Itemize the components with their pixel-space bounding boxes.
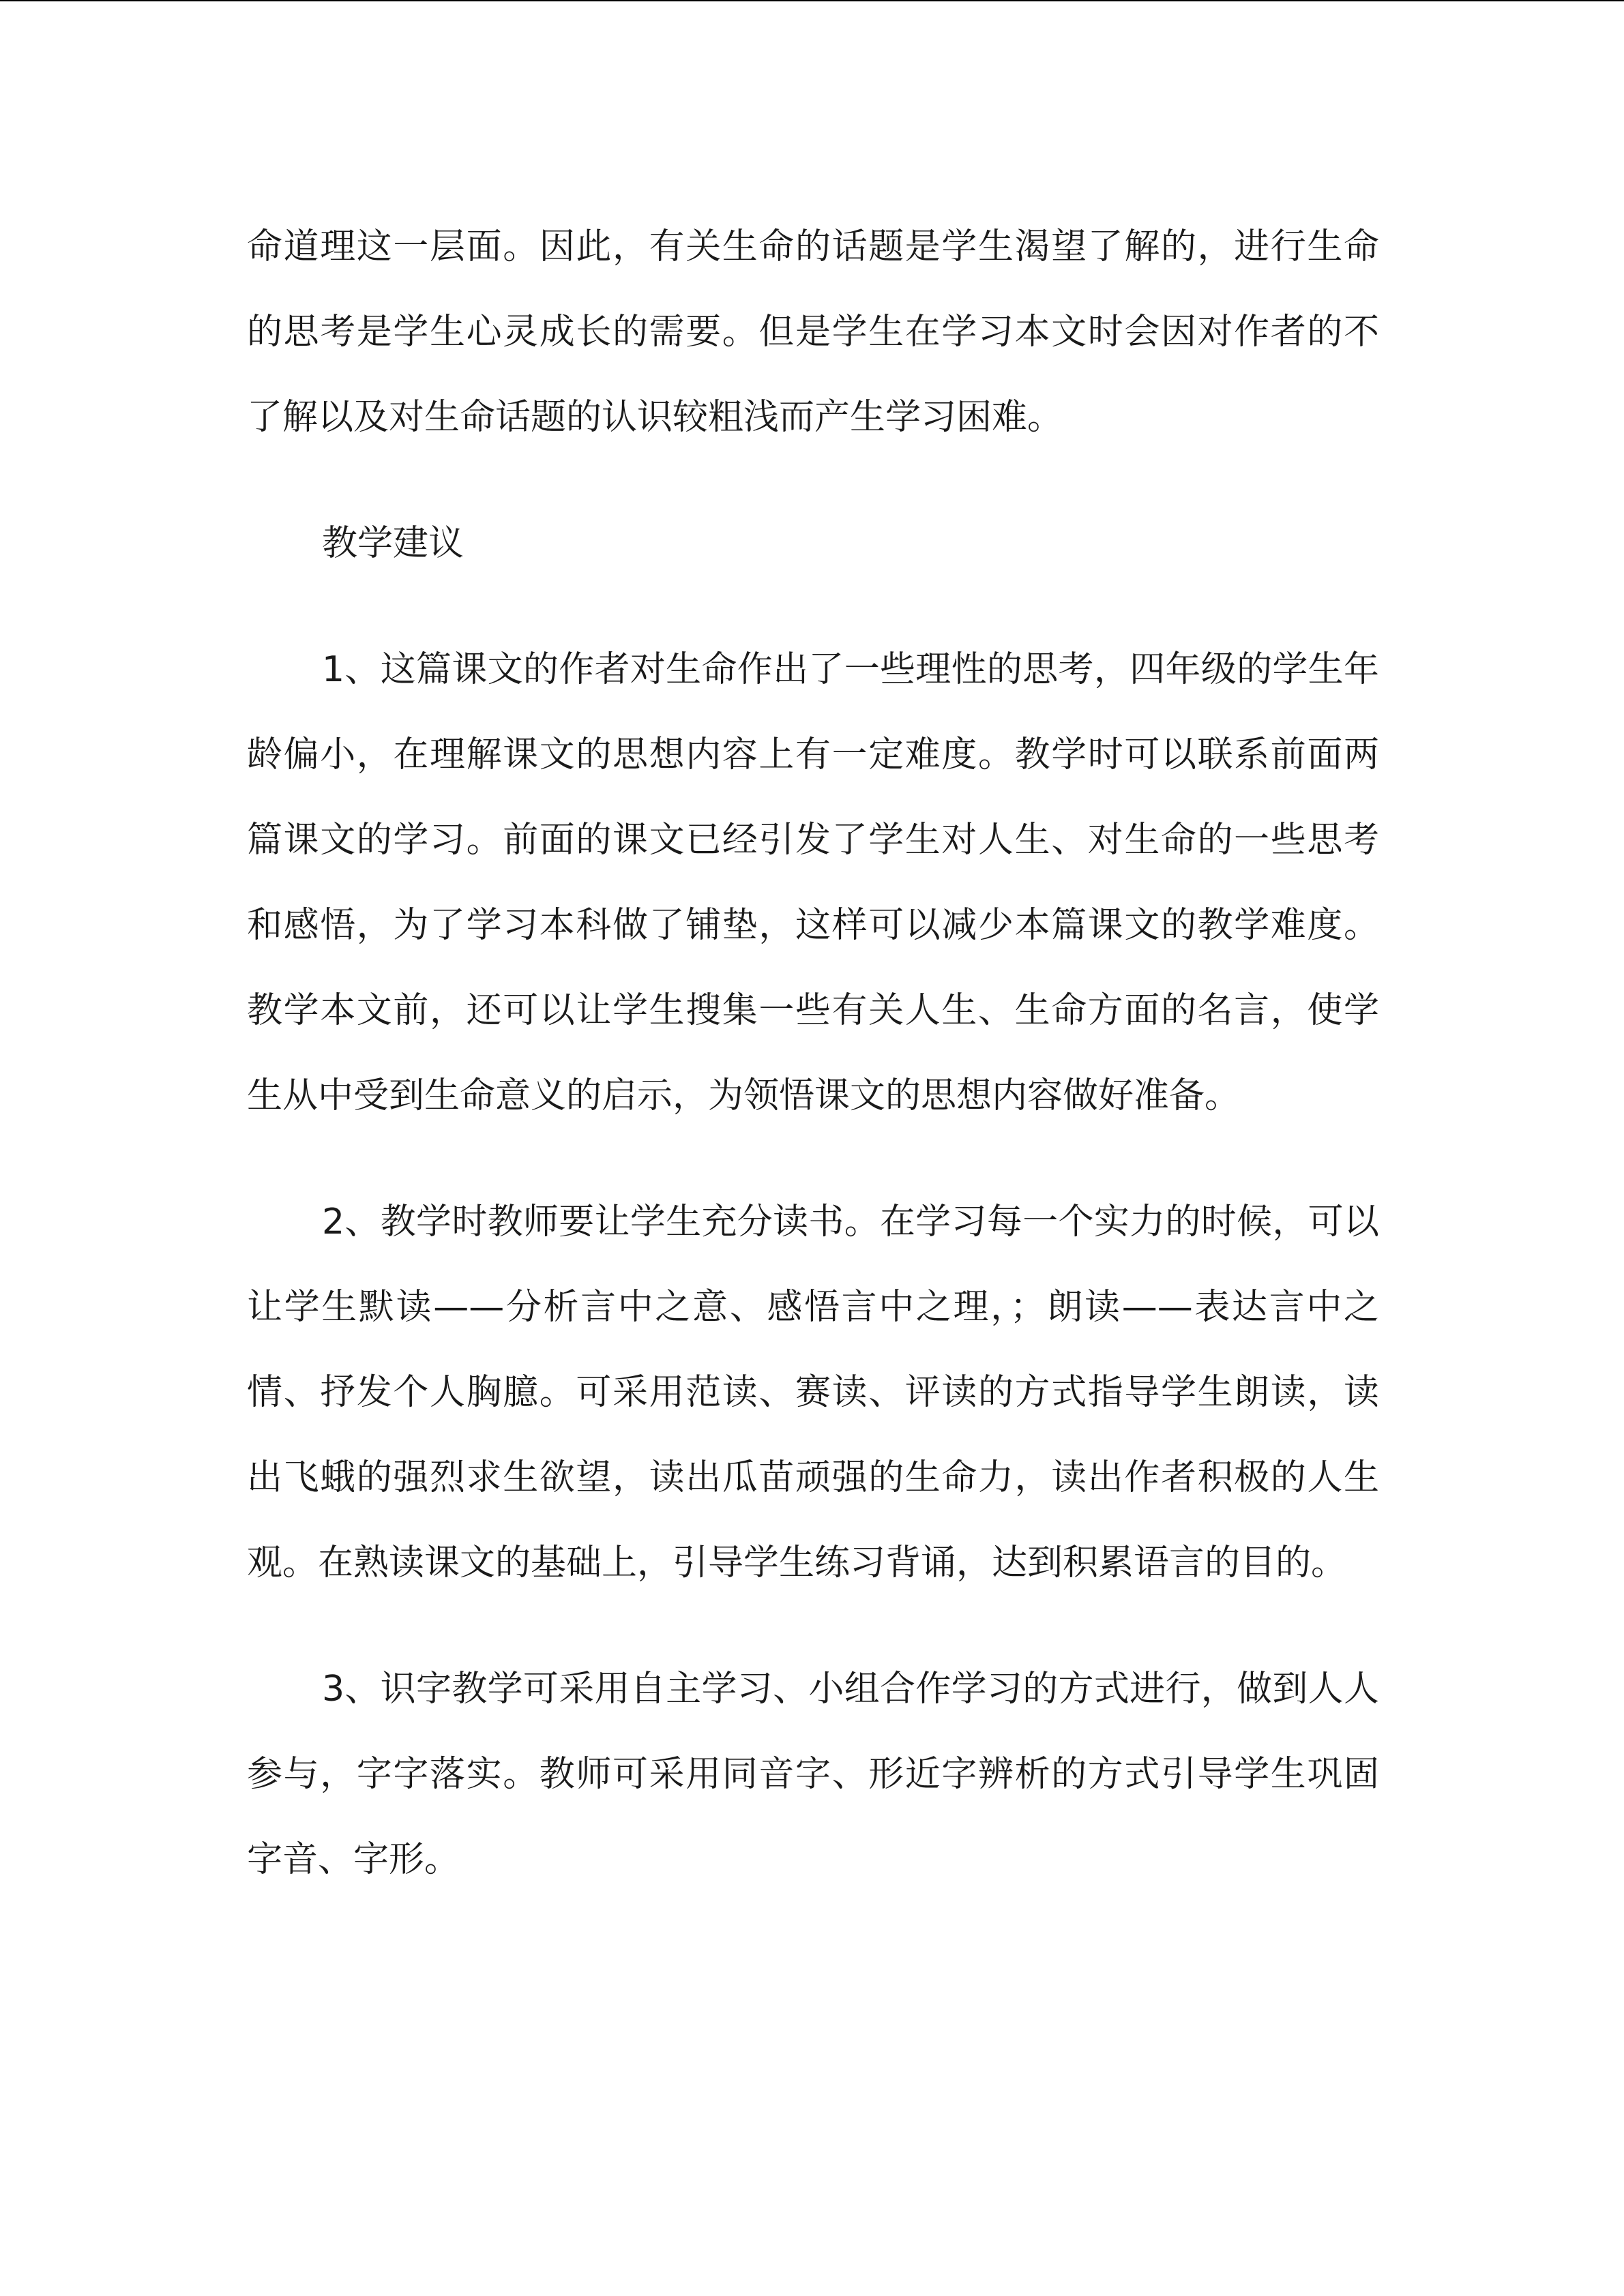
paragraph-continuation: 命道理这一层面。因此，有关生命的话题是学生渴望了解的，进行生命的思考是学生心灵成长的需要。但是学生在学习本文时会因对作者的不了解以及对生命话题的认识较粗浅而产生学习困难。 xyxy=(247,226,1379,438)
paragraph-suggestion-1: 1、这篇课文的作者对生命作出了一些理性的思考，四年级的学生年龄偏小，在理解课文的思想内容上有一定难度。教学时可以联系前面两篇课文的学习。前面的课文已经引发了学生对人生、对生命的一些思考和感悟，为了学习本科做了铺垫，这样可以减少本篇课文的教学难度。教学本文前，还可以让学生搜集一些有关人生、生命方面的名言，使学生从中受到生命意义的启示，为领悟课文的思想内容做好准备。 xyxy=(247,649,1379,1116)
section-heading-teaching-suggestions: 教学建议 xyxy=(322,523,464,564)
document-body xyxy=(247,205,1379,1903)
paragraph-suggestion-3: 3、识字教学可采用自主学习、小组合作学习的方式进行，做到人人参与，字字落实。教师可采用同音字、形近字辨析的方式引导学生巩固字音、字形。 xyxy=(247,1669,1379,1880)
paragraph-suggestion-2: 2、教学时教师要让学生充分读书。在学习每一个实力的时候，可以让学生默读——分析言中之意、感悟言中之理，；朗读——表达言中之情、抒发个人胸臆。可采用范读、赛读、评读的方式指导学生朗读，读出飞蛾的强烈求生欲望，读出瓜苗顽强的生命力，读出作者积极的人生观。在熟读课文的基础上，引导学生练习背诵，达到积累语言的目的。 xyxy=(247,1202,1379,1583)
